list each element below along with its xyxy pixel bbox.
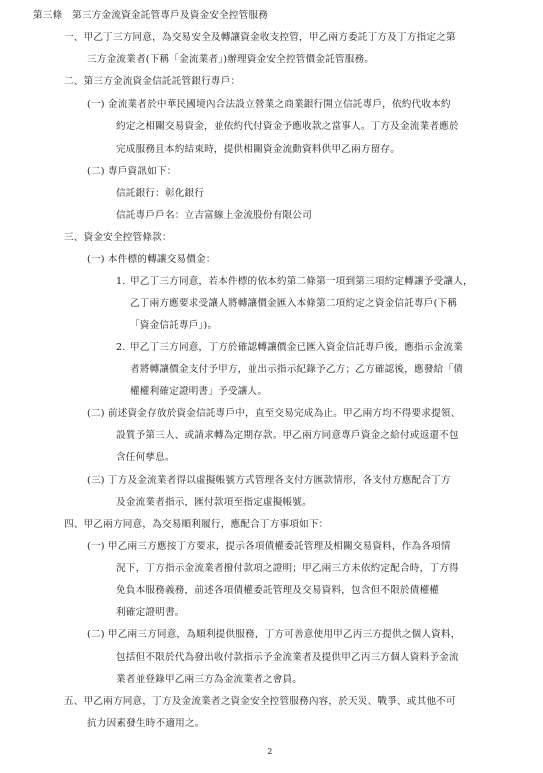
item-1-line-3: 「資金信託專戶」)。 bbox=[130, 320, 218, 331]
clause-4-heading: 四、甲乙兩方同意，為交易順利履行，應配合丁方事項如下： bbox=[64, 519, 329, 530]
clause-5-line-1: 五、甲乙兩方同意，丁方及金流業者之資金安全控管服務內容，於天災、戰爭、或其他不可 bbox=[64, 696, 456, 707]
clause-4-1-line-4: 利確定證明書。 bbox=[116, 607, 185, 618]
trust-bank: 信託銀行：彰化銀行 bbox=[116, 188, 205, 199]
item-2-line-2: 者將轉讓價金支付予甲方，並出示指示紀錄予乙方；乙方確認後，應發給「債 bbox=[130, 364, 463, 375]
item-2-line-1: 甲乙丁三方同意，丁方於確認轉讓價金已匯入資金信託專戶後，應指示金流業 bbox=[130, 342, 463, 353]
clause-4-1-line-3: 免負本服務義務，前述各項債權委託管理及交易資料，包含但不限於債權權 bbox=[116, 585, 440, 596]
clause-5-line-2: 抗力因素發生時不適用之。 bbox=[87, 718, 205, 729]
clause-2-1-line-2: 約定之相關交易資金，並依約代付資金予應收款之當事人。丁方及金流業者應於 bbox=[116, 121, 459, 132]
clause-3-1-heading: (一) 本件標的轉讓交易價金： bbox=[87, 254, 216, 265]
clause-4-2-line-3: 業者並登錄甲乙兩三方為金流業者之會員。 bbox=[116, 674, 303, 685]
clause-2-1-line-3: 完成服務且本約結束時，提供相關資金流動資料供甲乙兩方留存。 bbox=[116, 144, 401, 155]
clause-4-2-line-2: 包括但不限於代為發出收付款指示予金流業者及提供甲乙丙三方個人資料予金流 bbox=[116, 652, 459, 663]
item-2-line-3: 權權利確定證明書」予受讓人。 bbox=[130, 386, 268, 397]
article-title: 第三條 第三方金流資金託管專戶及資金安全控管服務 bbox=[33, 10, 269, 21]
clause-4-1-line-2: 況下，丁方指示金流業者撥付款項之證明；甲乙兩三方未依約定配合時，丁方得 bbox=[116, 563, 459, 574]
item-1-line-1: 甲乙丁三方同意，若本件標的依本約第二條第一項到第三項約定轉讓予受讓人， bbox=[130, 276, 473, 287]
clause-3-2-line-2: 設質予第三人、或請求轉為定期存款。甲乙兩方同意專戶資金之給付或返還不包 bbox=[116, 430, 459, 441]
clause-2-2-heading: (二) 專戶資訊如下： bbox=[87, 166, 177, 177]
trust-account-name: 信託專戶戶名：立吉富線上金流股份有限公司 bbox=[116, 210, 312, 221]
clause-1-line-2: 三方金流業者(下稱「金流業者」)辦理資金安全控管價金託管服務。 bbox=[87, 54, 375, 65]
page-number: 2 bbox=[267, 747, 273, 756]
clause-4-2-line-1: (二) 甲乙兩三方同意，為順利提供服務，丁方可善意使用甲乙丙三方提供之個人資料， bbox=[87, 629, 461, 640]
clause-3-heading: 三、資金安全控管條款： bbox=[64, 232, 172, 243]
clause-2-1-line-1: (一) 金流業者於中華民國境內合法設立營業之商業銀行開立信託專戶，依約代收本約 bbox=[87, 99, 451, 110]
item-1-line-2: 乙丁兩方應要求受讓人將轉讓價金匯入本條第二項約定之資金信託專戶(下稱 bbox=[130, 298, 458, 309]
clause-3-2-line-1: (二) 前述資金存放於資金信託專戶中，直至交易完成為止。甲乙兩方均不得要求提領、 bbox=[87, 408, 461, 419]
item-2-number: 2. bbox=[116, 342, 126, 353]
clause-3-3-line-2: 及金流業者指示，匯付款項至指定虛擬帳號。 bbox=[116, 497, 312, 508]
clause-1-line-1: 一、甲乙丁三方同意，為交易安全及轉讓資金收支控管，甲乙兩方委託丁方及丁方指定之第 bbox=[64, 32, 456, 43]
item-1-number: 1. bbox=[116, 276, 126, 287]
clause-3-3-line-1: (三) 丁方及金流業者得以虛擬帳號方式管理各支付方匯款情形，各支付方應配合丁方 bbox=[87, 475, 451, 486]
clause-2-heading: 二、第三方金流資金信託託管銀行專戶： bbox=[64, 76, 241, 87]
clause-4-1-line-1: (一) 甲乙兩三方應按丁方要求，提示各項債權委託管理及相關交易資料，作為各項情 bbox=[87, 541, 451, 552]
clause-3-2-line-3: 含任何孳息。 bbox=[116, 452, 175, 463]
